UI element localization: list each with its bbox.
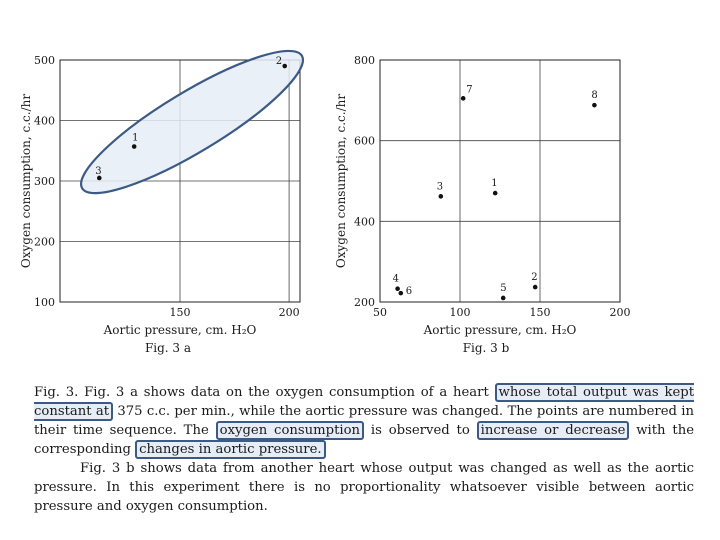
- data-point: [501, 296, 506, 301]
- y-axis-label: Oxygen consumption, c.c./hr: [19, 93, 33, 269]
- x-tick-label: 150: [529, 306, 551, 319]
- point-label: 3: [436, 181, 444, 193]
- caption-highlight: oxygen consumption: [216, 421, 364, 440]
- y-tick-label: 300: [34, 175, 55, 188]
- point-label: 2: [531, 272, 538, 284]
- figure-label: Fig. 3 a: [144, 341, 192, 355]
- data-point: [399, 291, 404, 296]
- point-label: 4: [392, 273, 399, 285]
- x-tick-label: 50: [373, 306, 387, 319]
- caption-paragraph-2: Fig. 3 b shows data from another heart whose output was changed as well as the aortic pressure. In this experiment there is no proportionality whatsoever visible between aortic pressure and oxygen consumption.: [34, 461, 694, 514]
- data-point: [592, 103, 597, 108]
- point-label: 7: [466, 84, 473, 96]
- figure-label: Fig. 3 b: [462, 341, 510, 355]
- x-tick-label: 150: [169, 306, 191, 319]
- point-label: 1: [491, 178, 498, 190]
- y-axis-label: Oxygen consumption, c.c./hr: [334, 93, 348, 269]
- caption-highlight: changes in aortic pressure.: [135, 440, 325, 459]
- caption-text: Fig. 3. Fig. 3 a shows data on the oxygen consumption of a heart: [34, 385, 495, 400]
- data-point: [461, 96, 466, 101]
- data-point: [395, 286, 400, 291]
- data-point: [282, 64, 287, 69]
- data-point: [493, 191, 498, 196]
- plot-frame: [380, 60, 620, 302]
- data-point: [132, 144, 137, 149]
- point-label: 1: [132, 132, 139, 144]
- y-tick-label: 200: [34, 235, 55, 249]
- y-tick-label: 400: [354, 215, 375, 229]
- point-label: 8: [591, 90, 598, 102]
- x-tick-label: 200: [609, 306, 631, 319]
- y-tick-label: 100: [34, 296, 55, 309]
- figure-caption: [34, 383, 694, 516]
- caption-text: with the corresponding: [34, 423, 695, 457]
- x-axis-label: Aortic pressure, cm. H₂O: [103, 323, 257, 337]
- caption-highlight: whose total output was kept constant at: [34, 385, 694, 419]
- caption-text: 375 c.c. per min., while the aortic pressure was changed. The points are numbered in their time sequence. The: [34, 404, 694, 438]
- y-tick-label: 200: [354, 296, 375, 309]
- x-tick-label: 100: [449, 306, 471, 319]
- caption-text: is observed to: [364, 423, 477, 438]
- y-tick-label: 800: [354, 54, 375, 67]
- caption-highlight: increase or decrease: [477, 421, 630, 440]
- point-label: 6: [405, 286, 413, 298]
- point-label: 2: [275, 56, 283, 68]
- x-tick-label: 200: [278, 306, 300, 319]
- point-label: 3: [95, 165, 102, 177]
- y-tick-label: 600: [354, 134, 375, 148]
- data-point: [533, 285, 538, 290]
- caption-paragraph-1: [34, 383, 694, 459]
- x-axis-label: Aortic pressure, cm. H₂O: [423, 323, 577, 337]
- y-tick-label: 400: [34, 114, 55, 128]
- point-label: 5: [500, 282, 507, 294]
- y-tick-label: 500: [34, 54, 55, 67]
- data-point: [439, 194, 444, 199]
